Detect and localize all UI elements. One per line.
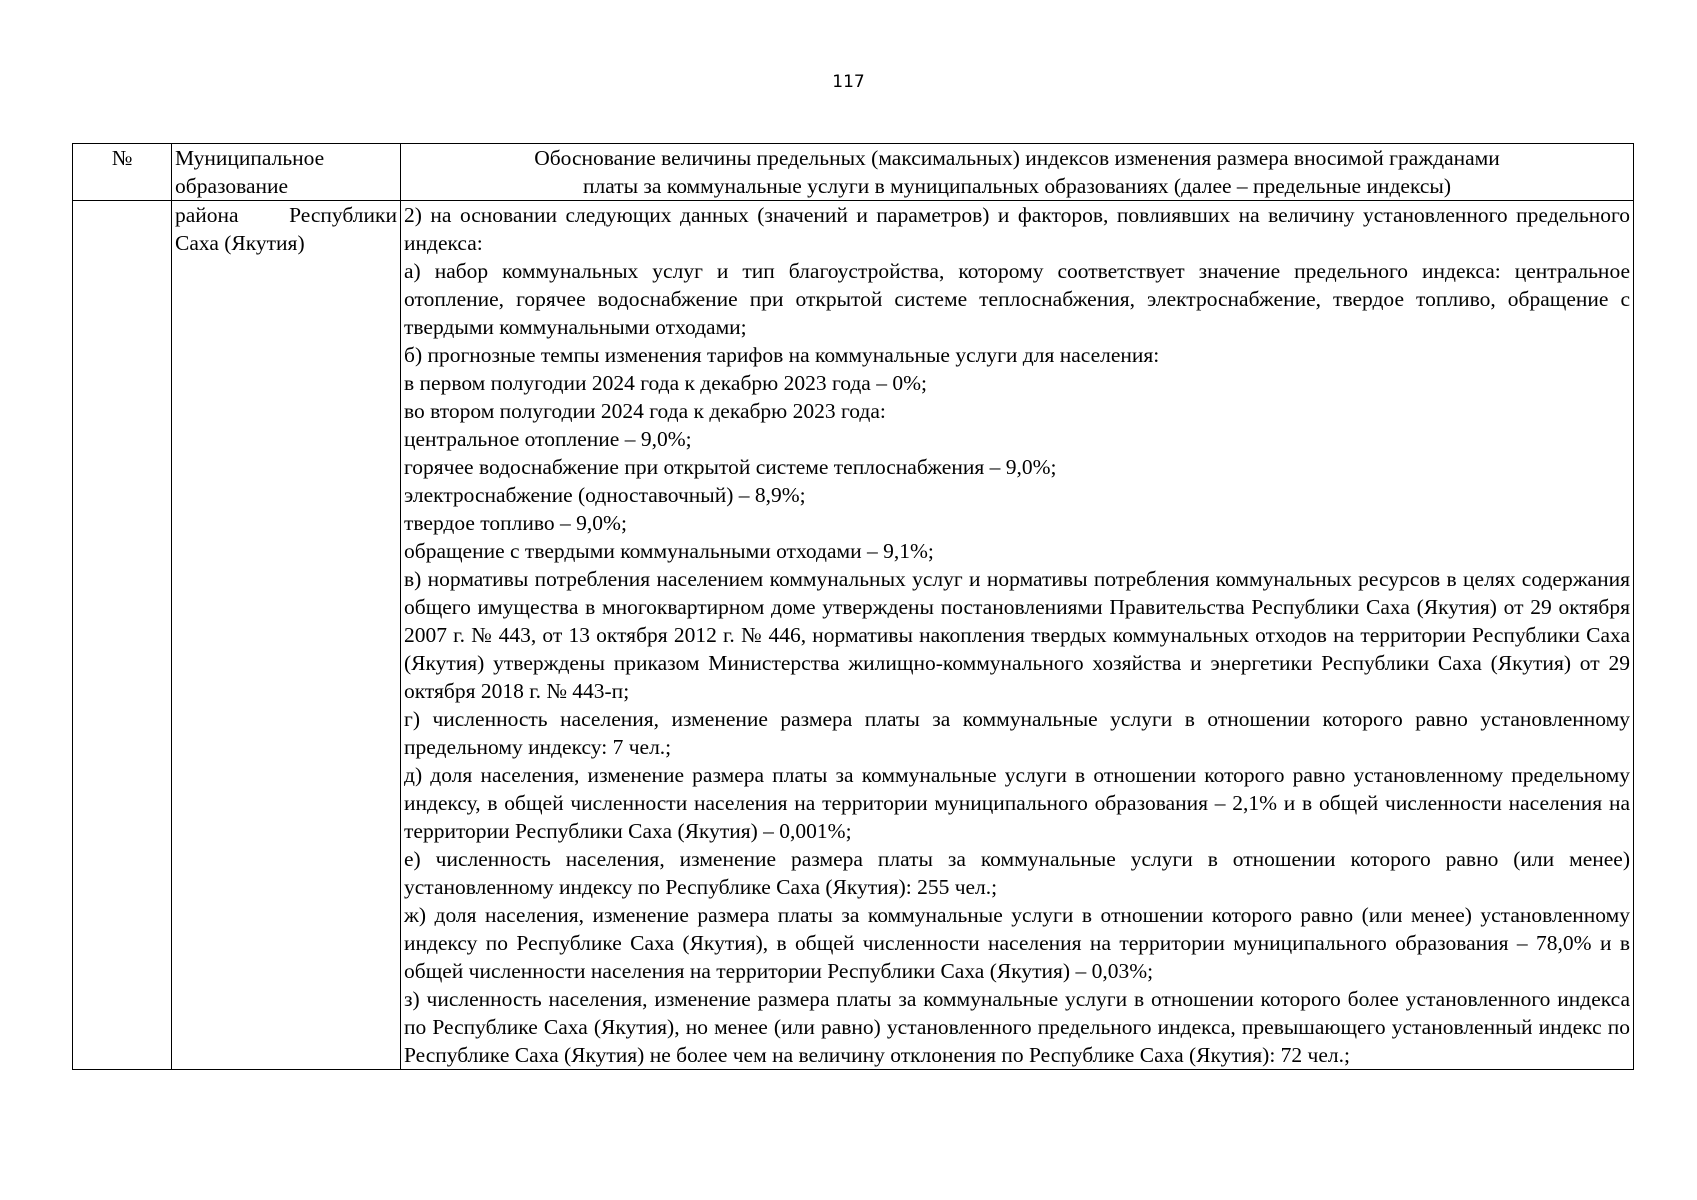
justification-cell: [401, 201, 1634, 1070]
paragraph-e-population-count-republic: е) численность населения, изменение размера платы за коммунальные услуги в отношении которого равно (или менее) установленному индексу по Республике Саха (Якутия): 255 чел.;: [404, 847, 1630, 899]
header-justification-line-1: Обоснование величины предельных (максимальных) индексов изменения размера вносимой гражданами: [534, 146, 1500, 170]
municipality-cell: района Республики Саха (Якутия): [172, 201, 401, 1070]
paragraph-solid-fuel: твердое топливо – 9,0%;: [404, 511, 627, 535]
header-row: [73, 144, 1634, 201]
header-municipality: [172, 144, 401, 201]
paragraph-a-services-set: а) набор коммунальных услуг и тип благоустройства, которому соответствует значение предельного индекса: центральное отопление, горячее водоснабжение при открытой системе теплоснабжения, электроснабжение, твердое топливо, обращение с твердыми коммунальными отходами;: [404, 259, 1630, 339]
paragraph-first-half-2024: в первом полугодии 2024 года к декабрю 2023 года – 0%;: [404, 371, 927, 395]
header-justification-line-2: платы за коммунальные услуги в муниципальных образованиях (далее – предельные индексы): [583, 174, 1451, 198]
table-row: [73, 201, 1634, 1070]
header-municipality-line-2: образование: [175, 174, 289, 198]
row-number-cell: [73, 201, 172, 1070]
paragraph-z-population-count-above-index: з) численность населения, изменение размера платы за коммунальные услуги в отношении которого более установленного индекса по Республике Саха (Якутия), но менее (или равно) установленного предельного индекса, превышающего установленный индекс по Республике Саха (Якутия) не более чем на величину отклонения по Республике Саха (Якутия): 72 чел.;: [404, 987, 1630, 1067]
paragraph-zh-population-share-republic: ж) доля населения, изменение размера платы за коммунальные услуги в отношении которого равно (или менее) установленному индексу по Республике Саха (Якутия), в общей численности населения на территории муниципального образования – 78,0% и в общей численности населения на территории Республики Саха (Якутия) – 0,03%;: [404, 903, 1630, 983]
table-body: [73, 201, 1634, 1070]
indices-table: [72, 143, 1634, 1070]
paragraph-electricity: электроснабжение (одноставочный) – 8,9%;: [404, 483, 806, 507]
paragraph-solid-waste: обращение с твердыми коммунальными отходами – 9,1%;: [404, 539, 934, 563]
paragraph-g-population-count: г) численность населения, изменение размера платы за коммунальные услуги в отношении которого равно установленному предельному индексу: 7 чел.;: [404, 707, 1630, 759]
paragraph-basis: 2) на основании следующих данных (значений и параметров) и факторов, повлиявших на величину установленного предельного индекса:: [404, 203, 1630, 255]
paragraph-v-consumption-norms: в) нормативы потребления населением коммунальных услуг и нормативы потребления коммунальных ресурсов в целях содержания общего имущества в многоквартирном доме утверждены постановлениями Правительства Республики Саха (Якутия) от 29 октября 2007 г. № 443, от 13 октября 2012 г. № 446, нормативы накопления твердых коммунальных отходов на территории Республики Саха (Якутия) утверждены приказом Министерства жилищно-коммунального хозяйства и энергетики Республики Саха (Якутия) от 29 октября 2018 г. № 443-п;: [404, 567, 1630, 703]
header-number: №: [73, 144, 172, 201]
paragraph-b-tariff-rates: б) прогнозные темпы изменения тарифов на коммунальные услуги для населения:: [404, 343, 1160, 367]
header-justification: [401, 144, 1634, 201]
paragraph-d-population-share: д) доля населения, изменение размера платы за коммунальные услуги в отношении которого равно установленному предельному индексу, в общей численности населения на территории муниципального образования – 2,1% и в общей численности населения на территории Республики Саха (Якутия) – 0,001%;: [404, 763, 1630, 843]
page-number: 117: [832, 72, 865, 92]
paragraph-hot-water: горячее водоснабжение при открытой системе теплоснабжения – 9,0%;: [404, 455, 1057, 479]
header-municipality-line-1: Муниципальное: [175, 146, 325, 170]
paragraph-second-half-2024: во втором полугодии 2024 года к декабрю 2023 года:: [404, 399, 886, 423]
table-header: [73, 144, 1634, 201]
paragraph-central-heating: центральное отопление – 9,0%;: [404, 427, 692, 451]
